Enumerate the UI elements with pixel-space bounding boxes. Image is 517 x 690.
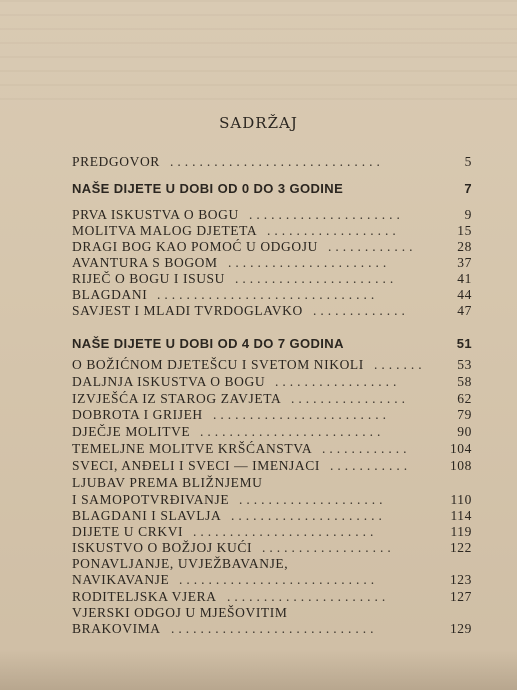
toc-entry-page: 51 — [456, 336, 472, 351]
toc-entry-page: 41 — [457, 271, 472, 286]
toc-entry-page: 127 — [449, 589, 472, 604]
toc-entry-page: 28 — [457, 239, 472, 254]
toc-entry-title: PREDGOVOR — [72, 154, 160, 169]
toc-entry — [72, 302, 472, 320]
leader-dots: .............................. — [157, 287, 379, 302]
toc-entry-title: DJEČJE MOLITVE — [72, 424, 191, 439]
toc-entry-page: 123 — [449, 572, 472, 587]
toc-entry-page: 129 — [449, 621, 472, 636]
toc-entry-page: 58 — [457, 374, 472, 389]
leader-dots: ..................... — [249, 207, 404, 222]
toc-entry-page: 104 — [449, 441, 472, 456]
leader-dots: ......................... — [193, 524, 378, 539]
toc-entry-page: 15 — [457, 223, 472, 238]
toc-entry — [72, 153, 472, 171]
toc-entry-title: BRAKOVIMA — [72, 621, 161, 636]
toc-entry — [72, 620, 472, 638]
toc-entry-title: ISKUSTVO O BOŽJOJ KUĆI — [72, 540, 253, 555]
toc-entry-title: RODITELJSKA VJERA — [72, 589, 217, 604]
toc-entry — [72, 457, 472, 475]
page-shadow — [0, 650, 517, 690]
toc-entry-title: PONAVLJANJE, UVJEŽBAVANJE, — [72, 556, 289, 571]
leader-dots: ............................. — [170, 154, 384, 169]
toc-entry-page: 5 — [464, 154, 472, 169]
toc-entry — [72, 440, 472, 458]
toc-entry-page: 7 — [464, 181, 472, 196]
toc-entry-title: BLAGDANI I SLAVLJA — [72, 508, 222, 523]
leader-dots: ................ — [291, 391, 409, 406]
toc-entry-title: IZVJEŠĆA IZ STAROG ZAVJETA — [72, 391, 282, 406]
toc-entry-page: 9 — [464, 207, 472, 222]
toc-entry-title: PRVA ISKUSTVA O BOGU — [72, 207, 239, 222]
toc-entry-title: AVANTURA S BOGOM — [72, 255, 218, 270]
toc-entry-title: TEMELJNE MOLITVE KRŠĆANSTVA — [72, 441, 313, 456]
leader-dots: .................. — [262, 540, 395, 555]
toc-entry-page: 114 — [450, 508, 472, 523]
leader-dots: ............................ — [171, 621, 378, 636]
leader-dots: .................... — [239, 492, 387, 507]
toc-entry — [72, 423, 472, 441]
toc-entry-title: O BOŽIĆNOM DJETEŠCU I SVETOM NIKOLI — [72, 357, 364, 372]
toc-entry-page: 47 — [457, 303, 472, 318]
leader-dots: ............. — [313, 303, 409, 318]
toc-entry-page: 90 — [457, 424, 472, 439]
toc-entry-page: 37 — [457, 255, 472, 270]
toc-entry-page: 44 — [457, 287, 472, 302]
toc-entry — [72, 406, 472, 424]
page-title: SADRŽAJ — [219, 114, 298, 132]
toc-entry — [72, 335, 472, 353]
toc-entry-title: NAŠE DIJETE U DOBI OD 0 DO 3 GODINE — [72, 181, 344, 196]
leader-dots: ........... — [330, 458, 412, 473]
leader-dots: ....... — [374, 357, 426, 372]
toc-entry-title: NAŠE DIJETE U DOBI OD 4 DO 7 GODINA — [72, 336, 344, 351]
toc-entry — [72, 356, 472, 374]
leader-dots: ..................... — [231, 508, 386, 523]
leader-dots: ......................... — [200, 424, 385, 439]
toc-entry — [72, 373, 472, 391]
toc-entry-page: 79 — [457, 407, 472, 422]
toc-entry-page: 62 — [457, 391, 472, 406]
toc-entry-page: 119 — [450, 524, 472, 539]
leader-dots: ............ — [322, 441, 411, 456]
toc-entry-title: I SAMOPOTVRĐIVANJE — [72, 492, 230, 507]
toc-entry-title: SVECI, ANĐELI I SVECI — IMENJACI — [72, 458, 320, 473]
leader-dots: ...................... — [227, 589, 390, 604]
leader-dots: ...................... — [235, 271, 398, 286]
leader-dots: ................. — [275, 374, 401, 389]
toc-entry-title: BLAGDANI — [72, 287, 148, 302]
toc-entry-page: 110 — [450, 492, 472, 507]
toc-entry-page: 108 — [449, 458, 472, 473]
leader-dots: ........................... — [179, 572, 379, 587]
toc-entry-title: RIJEČ O BOGU I ISUSU — [72, 271, 226, 286]
toc-entry-title: DALJNJA ISKUSTVA O BOGU — [72, 374, 266, 389]
toc-entry-title: NAVIKAVANJE — [72, 572, 170, 587]
toc-entry — [72, 474, 472, 492]
toc-entry-page: 53 — [457, 357, 472, 372]
leader-dots: ........................ — [213, 407, 390, 422]
toc-entry-title: LJUBAV PREMA BLIŽNJEMU — [72, 475, 263, 490]
leader-dots: ............ — [328, 239, 417, 254]
leader-dots: ...................... — [228, 255, 391, 270]
toc-entry-title: SAVJEST I MLADI TVRDOGLAVKO — [72, 303, 303, 318]
toc-entry-page: 122 — [449, 540, 472, 555]
toc-entry — [72, 180, 472, 198]
toc-entry-title: MOLITVA MALOG DJETETA — [72, 223, 258, 238]
toc-entry — [72, 571, 472, 589]
toc-entry-title: DIJETE U CRKVI — [72, 524, 184, 539]
toc-entry-title: DOBROTA I GRIJEH — [72, 407, 203, 422]
leader-dots: .................. — [267, 223, 400, 238]
toc-entry-title: DRAGI BOG KAO POMOĆ U ODGOJU — [72, 239, 318, 254]
toc-entry-title: VJERSKI ODGOJ U MJEŠOVITIM — [72, 605, 288, 620]
